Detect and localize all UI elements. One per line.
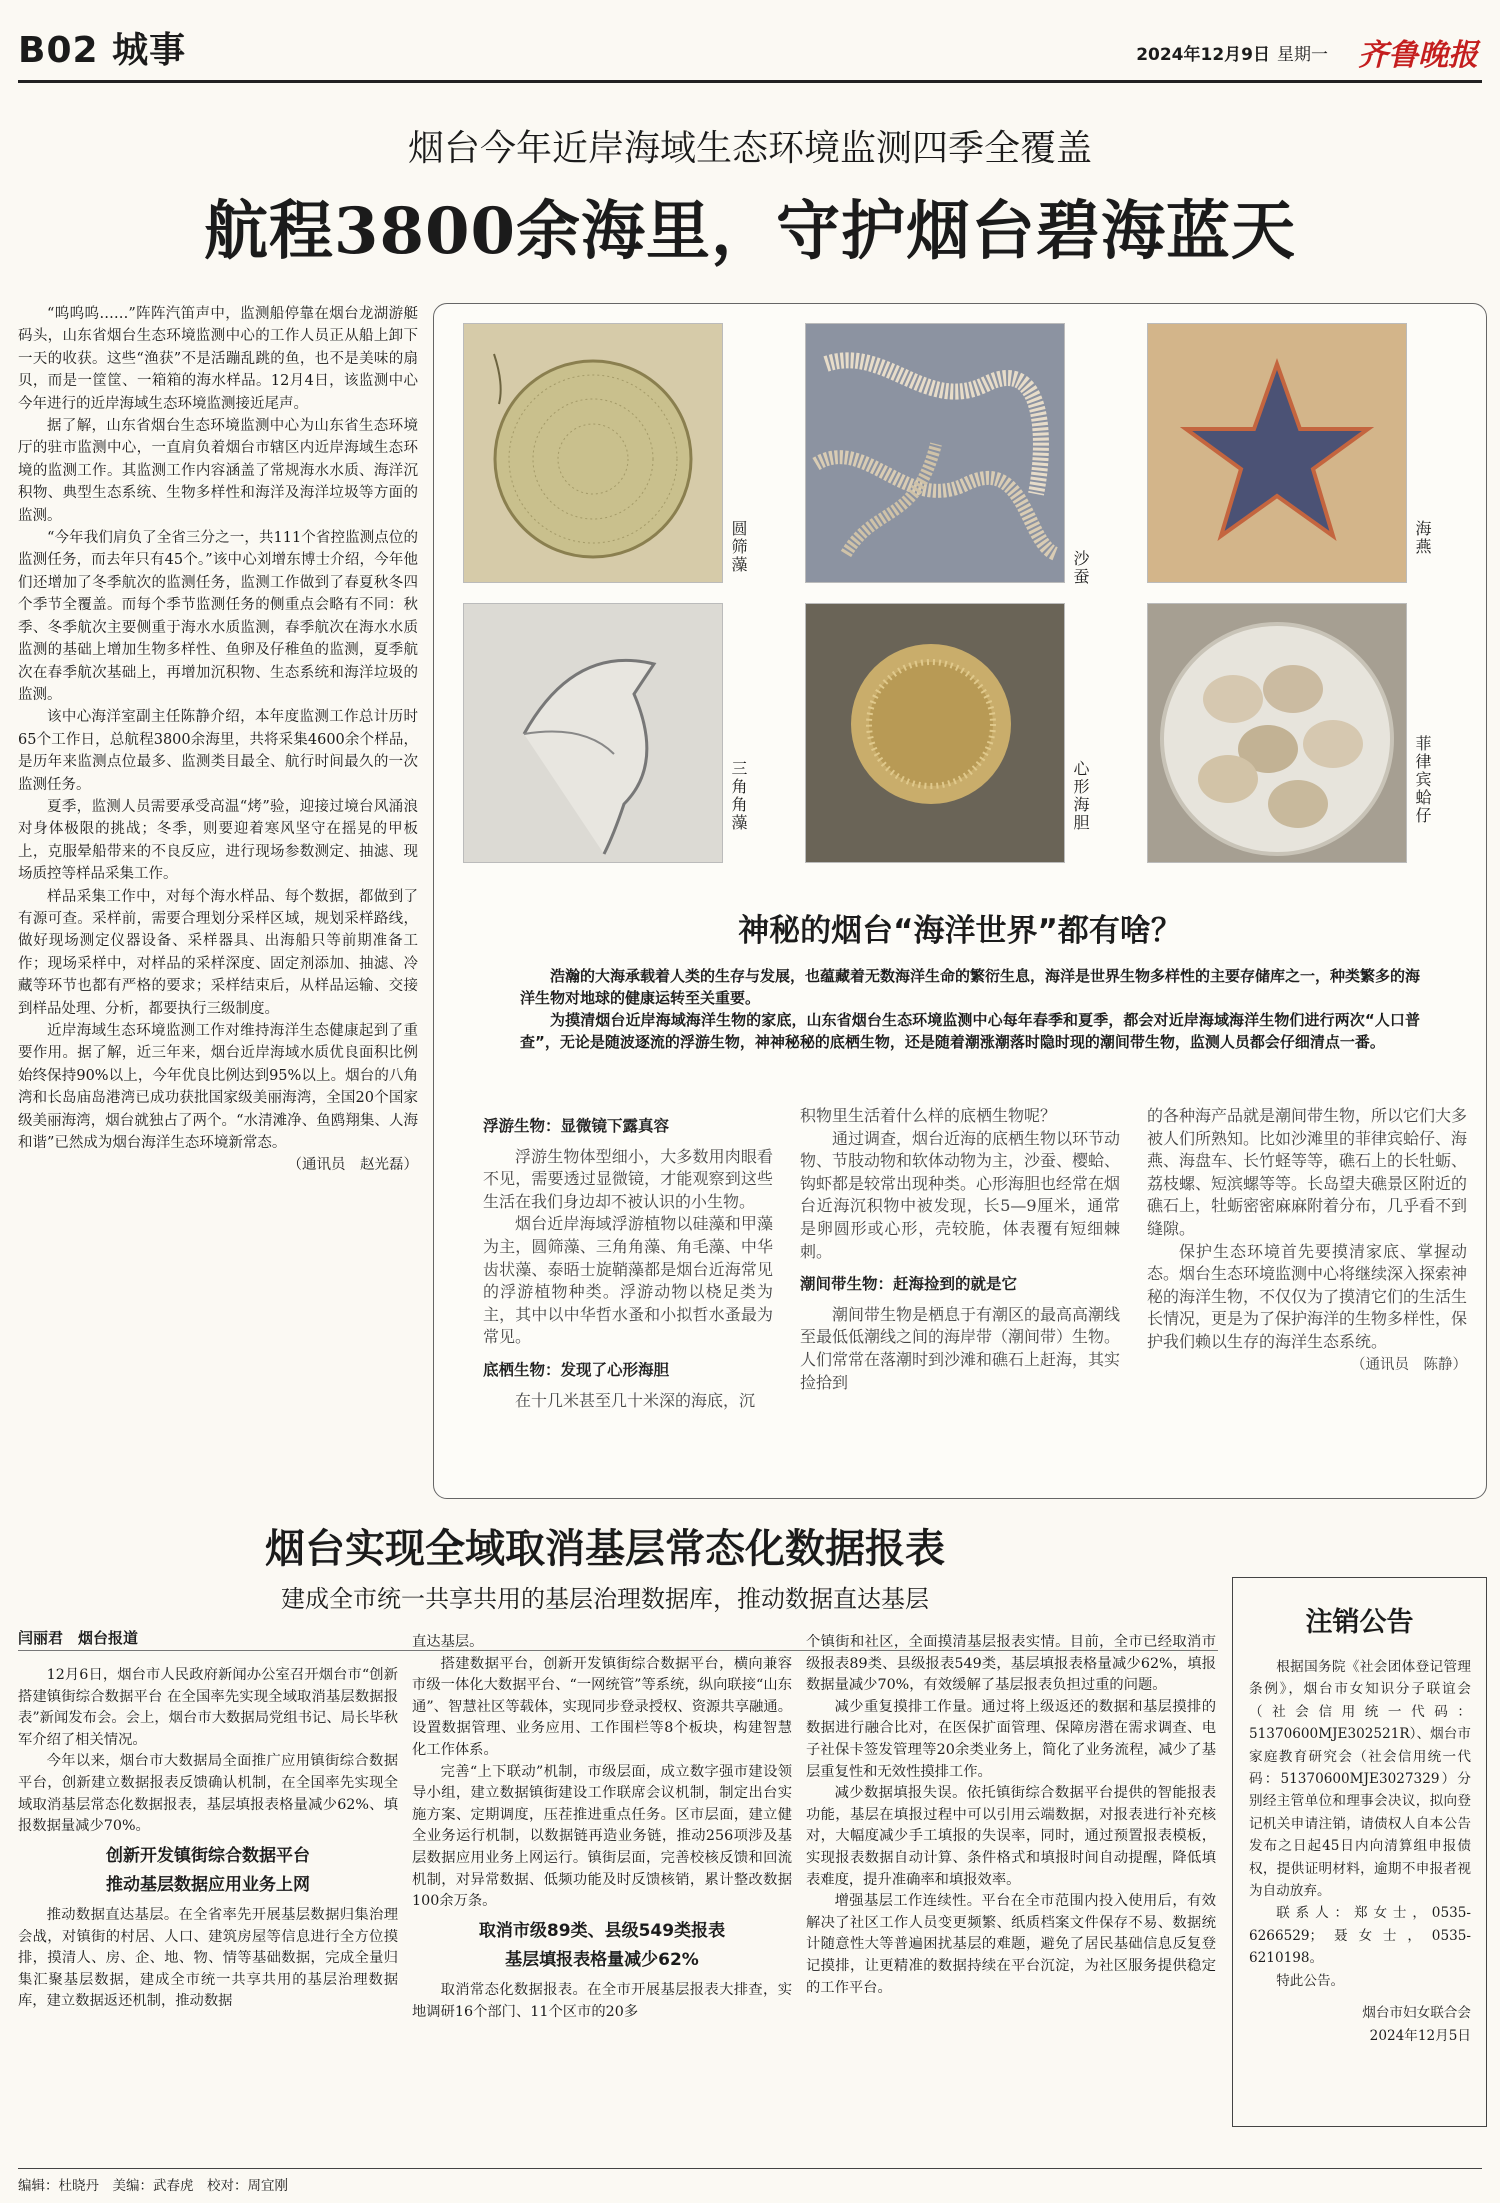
- photo-sea-urchin: [805, 603, 1065, 863]
- story2-subhead: 创新开发镇街综合数据平台: [106, 1845, 310, 1866]
- paragraph: 积物里生活着什么样的底栖生物呢？: [800, 1106, 1057, 1125]
- paragraph: 在十几米甚至几十米深的海底，沉: [515, 1390, 756, 1410]
- paper-logo: 齐鲁晚报: [1358, 38, 1478, 73]
- paragraph: 潮间带生物是栖息于有潮区的最高高潮线至最低低潮线之间的海岸带（潮间带）生物。人们常常在落潮时到沙滩和礁石上赶海，其实捡拾到: [800, 1304, 1121, 1392]
- notice-body: [1249, 1656, 1471, 2047]
- story2-subhead: 取消市级89类、县级549类报表: [478, 1920, 726, 1941]
- paragraph: 完善“上下联动”机制，市级层面，成立数字强市建设领导小组，建立数据镇街建设工作联席会议机制，制定出台实施方案、定期调度，压茬推进重点任务。区市层面，建立健全业务运行机制，以数据链再造业务链，推动256项涉及基层数据应用业务上网运行。镇街层面，完善校核反馈和回流机制，对异常数据、低频功能及时反馈核销，累计整改数据100余万条。: [412, 1763, 792, 1910]
- section-label: B02 城事: [18, 30, 187, 71]
- box-subhead: 浮游生物：显微镜下露真容: [483, 1117, 670, 1135]
- story2-subtitle: 建成全市统一共享共用的基层治理数据库，推动数据直达基层: [281, 1585, 929, 1613]
- box-intro: [520, 965, 1420, 1053]
- paragraph: 个镇街和社区，全面摸清基层报表实情。目前，全市已经取消市级报表89类、县级报表549类，基层填报表格量减少62%，填报数据量减少70%，有效缓解了基层报表负担过重的问题。: [806, 1634, 1216, 1694]
- editor-credits: 编辑：杜晓丹 美编：武春虎 校对：周宜刚: [18, 2178, 288, 2194]
- caption: 菲律宾蛤仔: [1413, 735, 1432, 825]
- caption: 心形海胆: [1071, 760, 1090, 832]
- intro-paragraph: 浩瀚的大海承载着人类的生存与发展，也蕴藏着无数海洋生命的繁衍生息，海洋是世界生物多样性的主要存储库之一，种类繁多的海洋生物对地球的健康运转至关重要。: [520, 967, 1421, 1007]
- paragraph: “今年我们肩负了全省三分之一，共111个省控监测点位的监测任务，而去年只有45个。”该中心刘增东博士介绍，今年他们还增加了冬季航次的监测任务，监测工作做到了春夏秋冬四个季节全覆盖。而每个季节监测任务的侧重点会略有不同：秋季、冬季航次主要侧重于海水水质监测，春季航次在海水水质监测的基础上增加生物多样性、鱼卵及仔稚鱼的监测，夏季航次在春季航次基础上，再增加沉积物、生态系统和海洋垃圾的监测。: [18, 530, 418, 703]
- intro-paragraph: 为摸清烟台近岸海域海洋生物的家底，山东省烟台生态环境监测中心每年春季和夏季，都会对近岸海域海洋生物们进行两次“人口普查”，无论是随波逐流的浮游生物，神神秘秘的底栖生物，还是随着潮涨潮落时隐时现的潮间带生物，监测人员都会仔细清点一番。: [520, 1011, 1420, 1051]
- paragraph: 据了解，山东省烟台生态环境监测中心为山东省生态环境厅的驻市监测中心，一直肩负着烟台市辖区内近岸海域生态环境的监测工作。其监测工作内容涵盖了常规海水水质、海洋沉积物、典型生态系统、生物多样性和海洋及海洋垃圾等方面的监测。: [18, 418, 418, 524]
- notice-contact: 联系人：郑女士，0535-6266529；聂女士，0535-6210198。: [1249, 1905, 1471, 1967]
- caption: 沙蚕: [1071, 550, 1090, 586]
- caption: 三角角藻: [729, 760, 748, 832]
- photo-coscinodiscus: [463, 323, 723, 583]
- story1-body: [18, 303, 418, 1493]
- paragraph: 夏季，监测人员需要承受高温“烤”验，迎接过境台风涌浪对身体极限的挑战；冬季，则要迎着寒风坚守在摇晃的甲板上，克服晕船带来的不良反应，进行现场参数测定、抽滤、现场质控等样品采集工作。: [18, 798, 418, 883]
- header-divider: [18, 80, 1482, 83]
- paragraph: 今年以来，烟台市大数据局全面推广应用镇街综合数据平台，创新建立数据报表反馈确认机制，在全国率先实现全域取消基层常态化数据报表，基层填报表格量减少62%、填报数据量减少70%。: [18, 1753, 398, 1835]
- footer-divider: [18, 2168, 1482, 2169]
- notice-paragraph: 根据国务院《社会团体登记管理条例》，烟台市女知识分子联谊会（社会信用统一代码：51370600MJE302521R）、烟台市家庭教育研究会（社会信用统一代码：51370600MJE3027329）分别经主管单位和理事会决议，拟向登记机关申请注销，请债权人自本公告发布之日起45日内向清算组申报债权，提供证明材料，逾期不申报者视为自动放弃。: [1249, 1659, 1471, 1900]
- paragraph: 增强基层工作连续性。平台在全市范围内投入使用后，有效解决了社区工作人员变更频繁、纸质档案文件保存不易、数据统计随意性大等普遍困扰基层的难题，避免了居民基础信息反复登记摸排，让更精准的数据持续在平台沉淀，为社区服务提供稳定的工作平台。: [806, 1893, 1216, 1996]
- story2-headline: 烟台实现全域取消基层常态化数据报表: [265, 1525, 945, 1572]
- paragraph: 搭建数据平台，创新开发镇街综合数据平台，横向兼容市级一体化大数据平台、“一网统管”等系统，纵向联接“山东通”、智慧社区等载体，实现同步登录授权、资源共享融通。设置数据管理、业务应用、工作围栏等8个板块，构建智慧化工作体系。: [412, 1655, 792, 1758]
- caption: 海燕: [1413, 520, 1432, 556]
- paragraph: 推动数据直达基层。在全省率先开展基层数据归集治理会战，对镇街的村居、人口、建筑房屋等信息进行全方位摸排，摸清人、房、企、地、物、情等基础数据，完成全量归集汇聚基层数据，建成全市统一共享共用的基层治理数据库，建立数据返还机制，推动数据: [18, 1906, 398, 2010]
- paragraph: 样品采集工作中，对每个海水样品、每个数据，都做到了有源可查。采样前，需要合理划分采样区域，规划采样路线，做好现场测定仪器设备、采样器具、出海船只等前期准备工作；现场采样中，对样品的采样深度、固定剂添加、抽滤、冷藏等环节也都有严格的要求；采样结束后，从样品运输、交接到样品处理、分析，都要执行三级制度。: [18, 888, 418, 1017]
- paragraph: 减少重复摸排工作量。通过将上级返还的数据和基层摸排的数据进行融合比对，在医保扩面管理、保障房潜在需求调查、电子社保卡签发管理等20余类业务上，简化了业务流程，减少了基层重复性和无效性摸排工作。: [806, 1698, 1216, 1780]
- notice-title: 注销公告: [1305, 1607, 1414, 1638]
- paragraph: 12月6日，烟台市人民政府新闻办公室召开烟台市“创新搭建镇街综合数据平台 在全国率先实现全域取消基层数据报表”新闻发布会。会上，烟台市大数据局党组书记、局长毕秋军介绍了相关情况。: [18, 1667, 398, 1748]
- story2-byline: 闫丽君 烟台报道: [18, 1629, 139, 1647]
- paragraph: 减少数据填报失误。依托镇街综合数据平台提供的智能报表功能，基层在填报过程中可以引用云端数据，对报表进行补充核对，大幅度减少手工填报的失误率，同时，通过预置报表模板，实现报表数据自动计算、条件格式和填报时间自动提醒，降低填表难度，提升准确率和填报效率。: [806, 1785, 1216, 1888]
- photo-sea-star: [1147, 323, 1407, 583]
- box-title: 神秘的烟台“海洋世界”都有啥？: [738, 913, 1182, 949]
- box-column-1: [483, 1105, 773, 1412]
- story2-column-1: [18, 1665, 398, 2165]
- paragraph: 近岸海域生态环境监测工作对维持海洋生态健康起到了重要作用。据了解，近三年来，烟台近岸海域水质优良面积比例始终保持90%以上，今年优良比例达到95%以上。烟台的八角湾和长岛庙岛港湾已成功获批国家级美丽海湾，全国20个国家级美丽海湾，烟台就独占了两个。“水清滩净、鱼鸥翔集、人海和谐”已然成为烟台海洋生态环境新常态。: [18, 1023, 418, 1152]
- box-subhead: 潮间带生物：赶海捡到的就是它: [800, 1275, 1018, 1294]
- box-column-2: [800, 1105, 1120, 1394]
- photo-ceratium: [463, 603, 723, 863]
- caption: 圆筛藻: [729, 520, 748, 574]
- notice-date: 2024年12月5日: [1369, 2027, 1471, 2044]
- photo-manila-clam: [1147, 603, 1407, 863]
- paragraph: 取消常态化数据报表。在全市开展基层报表大排查，实地调研16个部门、11个区市的20多: [412, 1981, 792, 2020]
- paragraph: 该中心海洋室副主任陈静介绍，本年度监测工作总计历时65个工作日，总航程3800余海里，共将采集4600余个样品，是历年来监测点位最多、监测类目最全、航行时间最久的一次监测任务。: [18, 709, 418, 793]
- paragraph: 的各种海产品就是潮间带生物，所以它们大多被人们所熟知。比如沙滩里的菲律宾蛤仔、海燕、海盘车、长竹蛏等等，礁石上的长牡蛎、荔枝螺、短滨螺等等。长岛望夫礁景区附近的礁石上，牡蛎密密麻麻附着分布，几乎看不到缝隙。: [1147, 1106, 1468, 1238]
- box-subhead: 底栖生物：发现了心形海胆: [483, 1360, 670, 1379]
- story1-subtitle: 烟台今年近岸海域生态环境监测四季全覆盖: [407, 128, 1092, 169]
- story2-subhead: 推动基层数据应用业务上网: [106, 1875, 310, 1896]
- paragraph: 浮游生物体型细小，大多数用肉眼看不见，需要透过显微镜，才能观察到这些生活在我们身边却不被认识的小生物。: [483, 1146, 773, 1211]
- story1-credit: （通讯员 赵光磊）: [287, 1157, 418, 1174]
- paragraph: 烟台近岸海域浮游植物以硅藻和甲藻为主，圆筛藻、三角角藻、角毛藻、中华齿状藻、泰晤士旋鞘藻都是烟台近海常见的浮游植物种类。浮游动物以桡足类为主，其中以中华哲水蚤和小拟哲水蚤最为常见。: [483, 1214, 773, 1347]
- box-column-3: [1147, 1105, 1467, 1376]
- cancellation-notice: [1232, 1577, 1487, 2127]
- notice-closing: 特此公告。: [1276, 1972, 1345, 1989]
- story2-column-3: [806, 1632, 1216, 2165]
- paragraph: “呜呜呜……”阵阵汽笛声中，监测船停靠在烟台龙湖游艇码头，山东省烟台生态环境监测中心的工作人员正从船上卸下一天的收获。这些“渔获”不是活蹦乱跳的鱼，也不是美味的扇贝，而是一筐筐、一箱箱的海水样品。12月4日，该监测中心今年进行的近岸海域生态环境监测接近尾声。: [18, 306, 418, 412]
- photo-nereis: [805, 323, 1065, 583]
- paragraph: 通过调查，烟台近海的底栖生物以环节动物、节肢动物和软体动物为主，沙蚕、樱蛤、钩虾都是较常出现种类。心形海胆也经常在烟台近海沉积物中被发现，长5—9厘米，通常是卵圆形或心形，壳较脆，体表覆有短细棘刺。: [800, 1128, 1121, 1261]
- box-credit: （通讯员 陈静）: [1351, 1356, 1467, 1373]
- issue-date: 2024年12月9日: [1136, 45, 1270, 65]
- notice-org: 烟台市妇女联合会: [1362, 2005, 1471, 2022]
- paragraph: 直达基层。: [412, 1634, 484, 1650]
- story1-headline: 航程3800余海里，守护烟台碧海蓝天: [203, 194, 1297, 269]
- story2-column-2: [412, 1632, 792, 2165]
- issue-weekday: 星期一: [1277, 45, 1328, 65]
- paragraph: 保护生态环境首先要摸清家底、掌握动态。烟台生态环境监测中心将继续深入探索神秘的海洋生物，不仅仅为了摸清它们的生活生长情况，更是为了保护海洋的生物多样性，保护我们赖以生存的海洋生态系统。: [1147, 1241, 1468, 1351]
- story2-subhead: 基层填报表格量减少62%: [505, 1950, 699, 1971]
